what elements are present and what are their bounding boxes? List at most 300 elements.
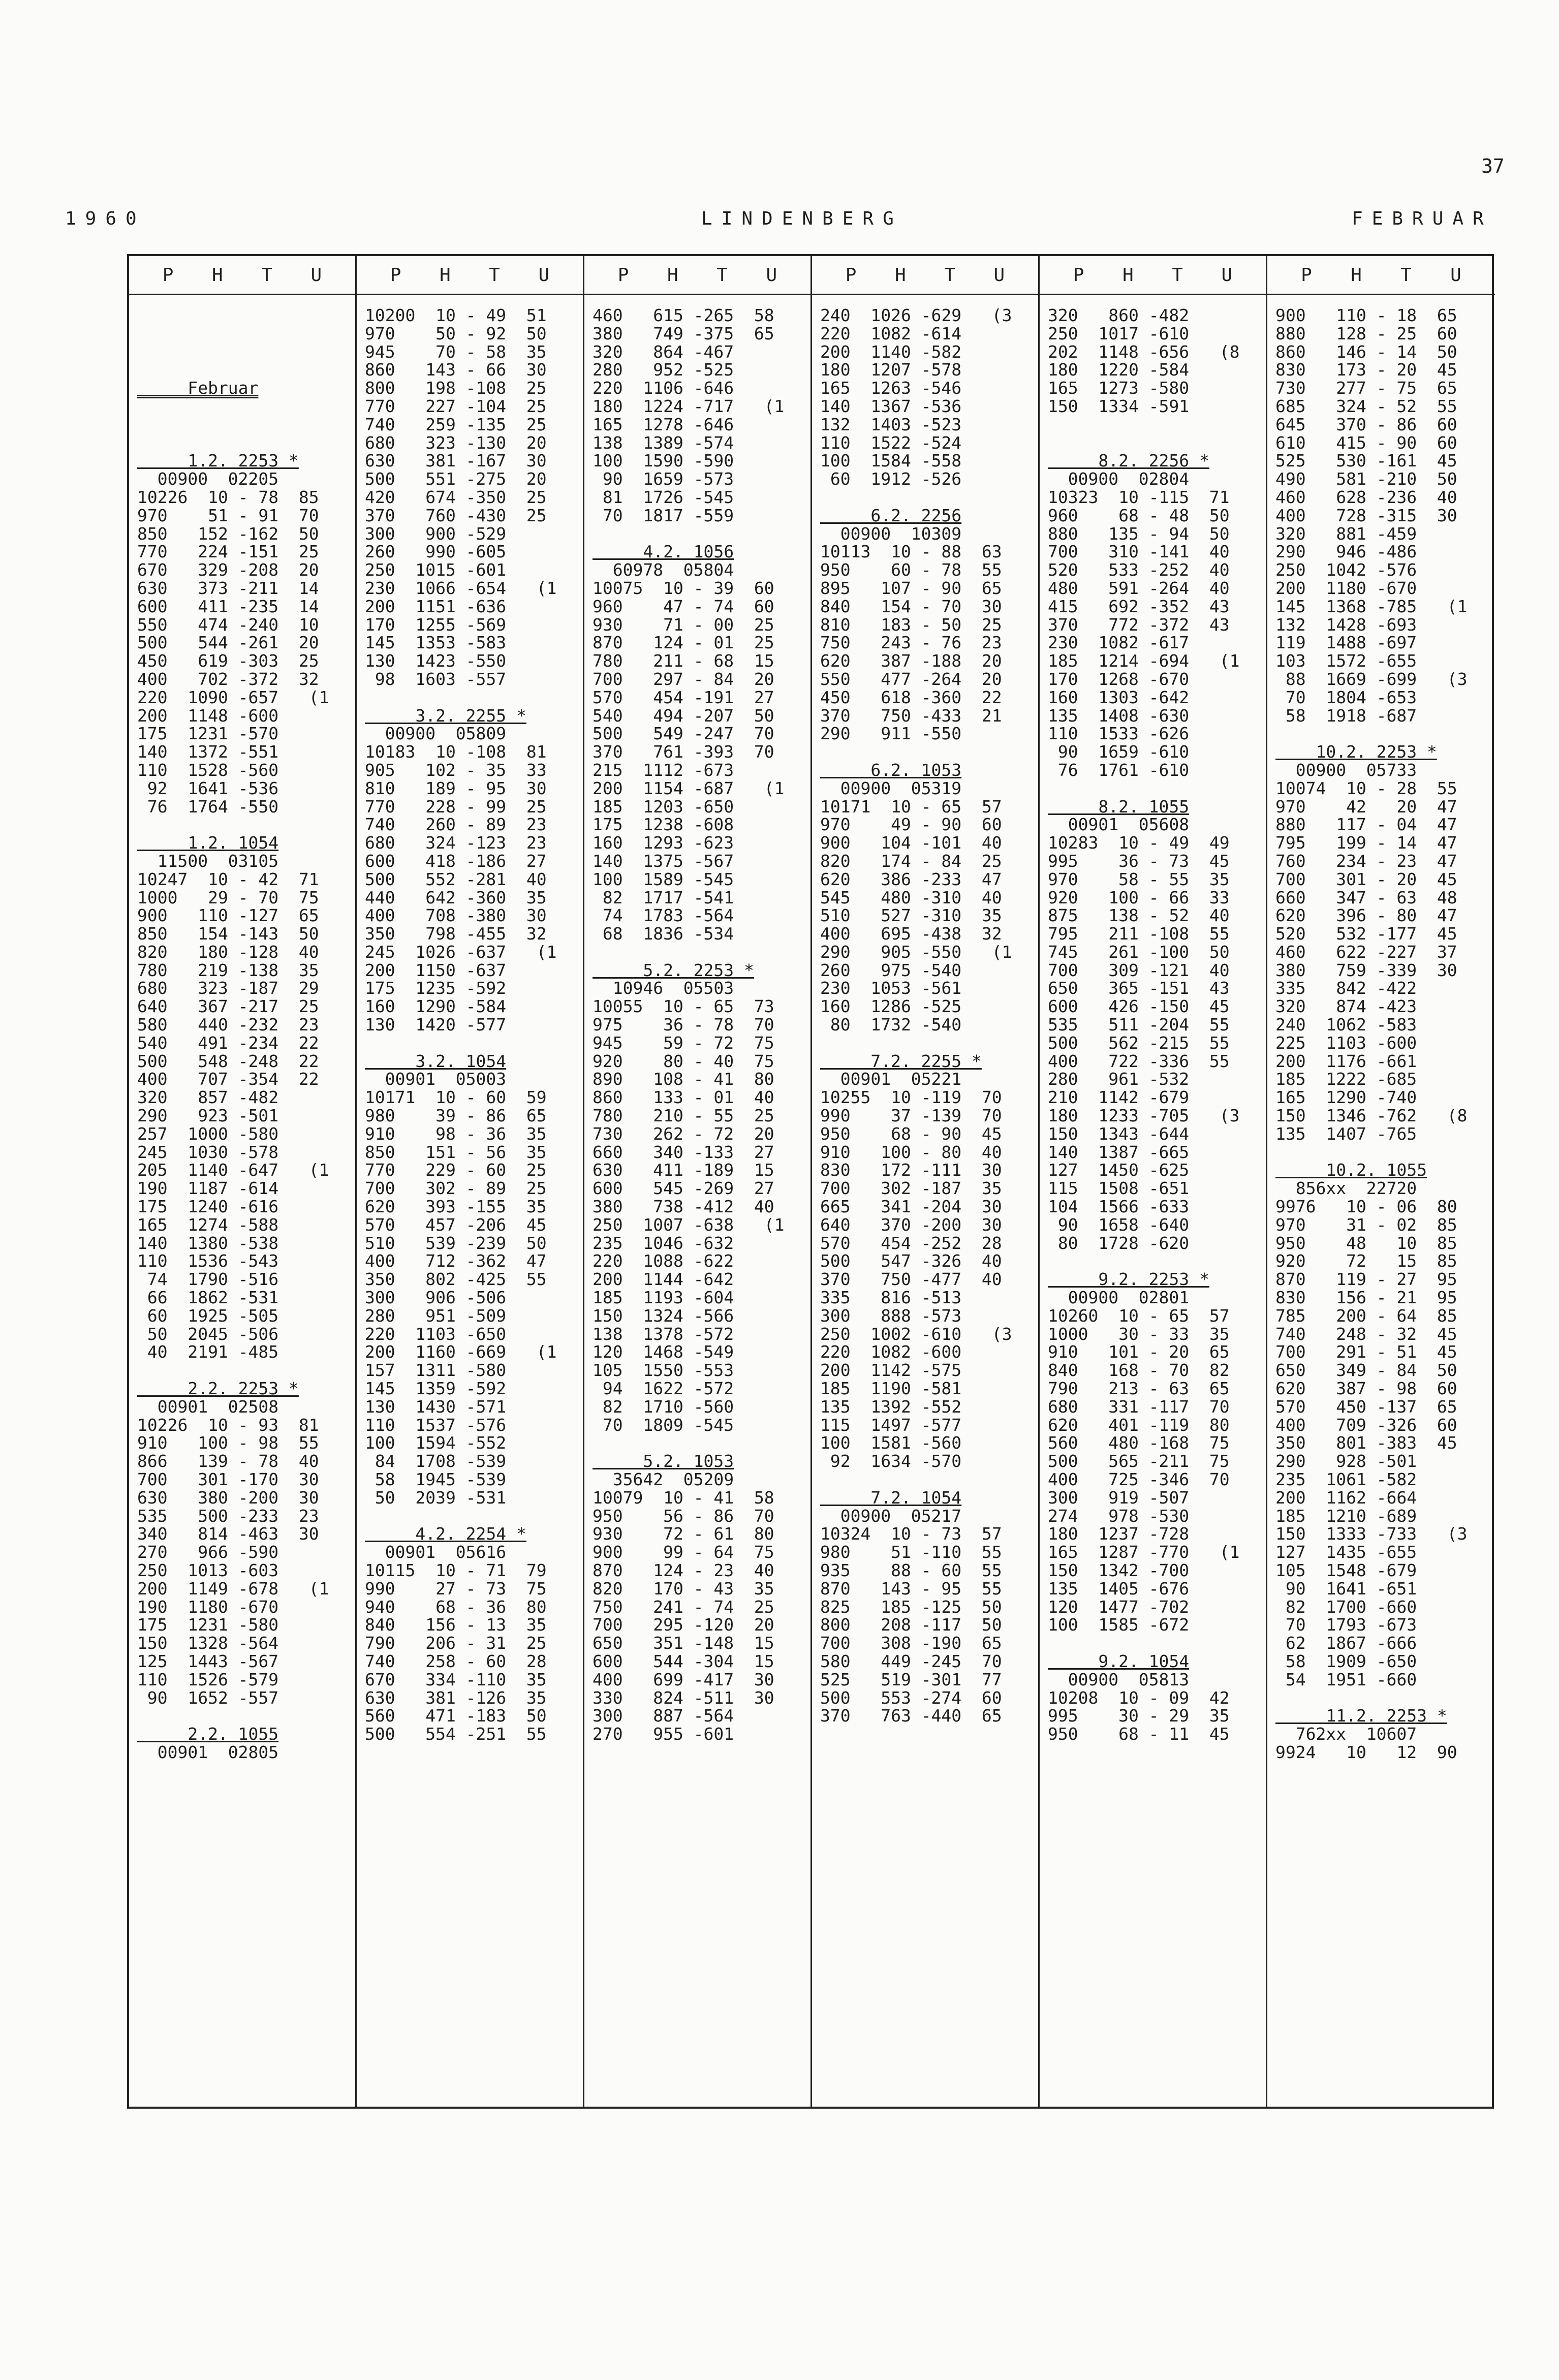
data-row: 160 1293 -623 xyxy=(593,833,734,853)
data-row: 550 477 -264 20 xyxy=(820,669,1002,689)
data-row: 800 208 -117 50 xyxy=(820,1615,1002,1635)
data-row: 320 857 -482 xyxy=(137,1087,279,1108)
data-row: 525 530 -161 45 xyxy=(1275,451,1457,471)
data-row: 920 80 - 40 75 xyxy=(593,1051,774,1071)
data-row: 10247 10 - 42 71 xyxy=(137,869,319,889)
data-row: 875 138 - 52 40 xyxy=(1048,905,1230,926)
data-row: 132 1403 -523 xyxy=(820,414,962,434)
data-row: 200 1150 -637 xyxy=(365,960,507,980)
data-row: 270 955 -601 xyxy=(593,1724,734,1744)
data-row: 140 1375 -567 xyxy=(593,851,734,871)
data-row: 115 1508 -651 xyxy=(1048,1178,1190,1199)
data-row: 300 919 -507 xyxy=(1048,1487,1190,1508)
table-column-1 xyxy=(129,256,357,2107)
data-row: 1000 29 - 70 75 xyxy=(137,887,319,907)
data-row: 180 1224 -717 (1 xyxy=(593,396,785,416)
sounding-heading: 8.2. 1055 xyxy=(1048,796,1190,817)
sounding-heading: 7.2. 2255 * xyxy=(820,1051,982,1071)
data-row: 00901 05221 xyxy=(820,1069,962,1089)
data-row: 00900 05809 xyxy=(365,724,507,744)
data-row: 610 415 - 90 60 xyxy=(1275,432,1457,453)
data-row: 300 888 -573 xyxy=(820,1305,962,1326)
data-row: 975 36 - 78 70 xyxy=(593,1015,774,1035)
data-row: 600 411 -235 14 xyxy=(137,596,319,616)
data-row: 995 36 - 73 45 xyxy=(1048,851,1230,871)
column-header-label: U xyxy=(310,264,322,286)
data-row: 460 615 -265 58 xyxy=(593,305,774,325)
data-row: 10208 10 - 09 42 xyxy=(1048,1687,1230,1708)
data-row: 700 297 - 84 20 xyxy=(593,669,774,689)
data-row: 830 156 - 21 95 xyxy=(1275,1288,1457,1308)
data-row: 165 1274 -588 xyxy=(137,1214,279,1235)
data-row: 415 692 -352 43 xyxy=(1048,596,1230,616)
data-row: 545 480 -310 40 xyxy=(820,887,1002,907)
data-row: 10075 10 - 39 60 xyxy=(593,578,774,598)
data-row: 103 1572 -655 xyxy=(1275,651,1417,671)
table-column-4 xyxy=(812,256,1040,2107)
data-row: 660 347 - 63 48 xyxy=(1275,887,1457,907)
header-month: FEBRUAR xyxy=(1352,208,1493,229)
data-row: 150 1342 -700 xyxy=(1048,1560,1190,1580)
data-row: 80 1728 -620 xyxy=(1048,1233,1190,1253)
sounding-heading: 9.2. 2253 * xyxy=(1048,1269,1209,1290)
column-header-label: T xyxy=(1172,264,1183,286)
data-row: 1000 30 - 33 35 xyxy=(1048,1324,1230,1344)
data-row: 640 367 -217 25 xyxy=(137,996,319,1017)
data-row: 770 224 -151 25 xyxy=(137,542,319,562)
data-row: 860 146 - 14 50 xyxy=(1275,341,1457,362)
data-row: 200 1176 -661 xyxy=(1275,1051,1417,1071)
data-row: 950 48 10 85 xyxy=(1275,1233,1457,1253)
data-row: 200 1149 -678 (1 xyxy=(137,1578,329,1599)
data-row: 380 738 -412 40 xyxy=(593,1197,774,1217)
data-row: 920 100 - 66 33 xyxy=(1048,887,1230,907)
data-row: 70 1817 -559 xyxy=(593,505,734,525)
data-row: 110 1537 -576 xyxy=(365,1415,507,1435)
data-row: 210 1142 -679 xyxy=(1048,1087,1190,1108)
data-row: 350 801 -383 45 xyxy=(1275,1433,1457,1453)
data-row: 525 519 -301 77 xyxy=(820,1669,1002,1689)
data-row: 350 802 -425 55 xyxy=(365,1269,547,1290)
data-row: 320 874 -423 xyxy=(1275,996,1417,1017)
data-row: 54 1951 -660 xyxy=(1275,1669,1417,1689)
data-row: 160 1286 -525 xyxy=(820,996,962,1017)
data-row: 620 387 -188 20 xyxy=(820,651,1002,671)
data-row: 910 100 - 98 55 xyxy=(137,1433,319,1453)
column-header-label: P xyxy=(1073,264,1084,286)
data-row: 220 1082 -614 xyxy=(820,323,962,343)
data-row: 230 1082 -617 xyxy=(1048,633,1190,653)
data-row xyxy=(820,1470,1033,1489)
data-row: 175 1240 -616 xyxy=(137,1197,279,1217)
data-row: 00900 02205 xyxy=(137,469,279,489)
data-row: 290 923 -501 xyxy=(137,1106,279,1126)
data-row: 150 1346 -762 (8 xyxy=(1275,1106,1468,1126)
column-header xyxy=(584,256,810,295)
data-row: 230 1053 -561 xyxy=(820,978,962,998)
data-row: 205 1140 -647 (1 xyxy=(137,1160,329,1180)
data-row: 950 68 - 11 45 xyxy=(1048,1724,1230,1744)
data-row xyxy=(1048,434,1261,452)
sounding-heading: 5.2. 2253 * xyxy=(593,960,754,980)
data-row: 135 1407 -765 xyxy=(1275,1123,1417,1144)
data-row: 945 59 - 72 75 xyxy=(593,1032,774,1053)
data-row: 856xx 22720 xyxy=(1275,1178,1417,1199)
data-row xyxy=(137,416,350,434)
data-row: 175 1231 -580 xyxy=(137,1615,279,1635)
data-row: 790 213 - 63 65 xyxy=(1048,1379,1230,1399)
data-row xyxy=(1048,1252,1261,1270)
data-row: 150 1324 -566 xyxy=(593,1305,734,1326)
data-row: 110 1528 -560 xyxy=(137,760,279,780)
data-row: 280 961 -532 xyxy=(1048,1069,1190,1089)
data-row: 110 1522 -524 xyxy=(820,432,962,453)
data-row: 340 814 -463 30 xyxy=(137,1524,319,1544)
data-row: 795 211 -108 55 xyxy=(1048,924,1230,944)
column-header xyxy=(1040,256,1266,295)
data-row xyxy=(593,1434,805,1452)
sounding-heading: 9.2. 1054 xyxy=(1048,1651,1190,1671)
data-row: 245 1026 -637 (1 xyxy=(365,942,557,962)
data-row: 88 1669 -699 (3 xyxy=(1275,669,1468,689)
data-row: 170 1255 -569 xyxy=(365,614,507,635)
data-row xyxy=(820,1034,1033,1052)
data-row: 230 1066 -654 (1 xyxy=(365,578,557,598)
data-row: 500 551 -275 20 xyxy=(365,469,547,489)
data-row: 770 228 - 99 25 xyxy=(365,796,547,817)
data-row: 680 323 -130 20 xyxy=(365,432,547,453)
data-row: 500 562 -215 55 xyxy=(1048,1032,1230,1053)
data-row xyxy=(137,397,350,416)
table-column-5 xyxy=(1040,256,1267,2107)
data-row: 280 952 -525 xyxy=(593,360,734,380)
data-row: 185 1203 -650 xyxy=(593,796,734,817)
data-row: 165 1263 -546 xyxy=(820,378,962,398)
data-row: 240 1026 -629 (3 xyxy=(820,305,1012,325)
data-row: 70 1793 -673 xyxy=(1275,1615,1417,1635)
data-row: 600 545 -269 27 xyxy=(593,1178,774,1199)
data-row: 870 143 - 95 55 xyxy=(820,1578,1002,1599)
data-row: 140 1380 -538 xyxy=(137,1233,279,1253)
data-row: 10171 10 - 60 59 xyxy=(365,1087,547,1108)
column-body xyxy=(1267,295,1495,1762)
data-row: 850 151 - 56 35 xyxy=(365,1142,547,1162)
data-row: 760 234 - 23 47 xyxy=(1275,851,1457,871)
data-row: 850 154 -143 50 xyxy=(137,924,319,944)
data-row: 780 219 -138 35 xyxy=(137,960,319,980)
data-row: 580 440 -232 23 xyxy=(137,1015,319,1035)
data-row: 330 824 -511 30 xyxy=(593,1687,774,1708)
data-row xyxy=(1275,1143,1490,1162)
data-row: 00901 05616 xyxy=(365,1542,507,1562)
data-row: 92 1641 -536 xyxy=(137,778,279,798)
data-row: 290 928 -501 xyxy=(1275,1451,1417,1471)
data-row: 350 798 -455 32 xyxy=(365,924,547,944)
data-row: 740 248 - 32 45 xyxy=(1275,1324,1457,1344)
data-row: 98 1603 -557 xyxy=(365,669,507,689)
data-row: 82 1717 -541 xyxy=(593,887,734,907)
data-row: 127 1435 -655 xyxy=(1275,1542,1417,1562)
data-row: 370 750 -433 21 xyxy=(820,705,1002,726)
data-row: 380 759 -339 30 xyxy=(1275,960,1457,980)
data-row: 960 68 - 48 50 xyxy=(1048,505,1230,525)
data-row: 860 143 - 66 30 xyxy=(365,360,547,380)
data-row: 105 1550 -553 xyxy=(593,1360,734,1381)
sounding-heading: 11.2. 2253 * xyxy=(1275,1706,1447,1726)
data-row: 500 547 -326 40 xyxy=(820,1251,1002,1271)
data-row: 970 49 - 90 60 xyxy=(820,815,1002,835)
data-row: 970 31 - 02 85 xyxy=(1275,1214,1457,1235)
column-header-label: U xyxy=(1450,264,1461,286)
data-row: 50 2045 -506 xyxy=(137,1324,279,1344)
data-row: 175 1231 -570 xyxy=(137,724,279,744)
data-row: 640 370 -200 30 xyxy=(820,1214,1002,1235)
data-row: 860 133 - 01 40 xyxy=(593,1087,774,1108)
data-row: 10115 10 - 71 79 xyxy=(365,1560,547,1580)
data-row: 90 1652 -557 xyxy=(137,1687,279,1708)
column-header xyxy=(812,256,1038,295)
data-row: 500 548 -248 22 xyxy=(137,1051,319,1071)
data-row: 150 1333 -733 (3 xyxy=(1275,1524,1468,1544)
data-row: 90 1659 -573 xyxy=(593,469,734,489)
data-row: 10324 10 - 73 57 xyxy=(820,1524,1002,1544)
sounding-heading: 6.2. 2256 xyxy=(820,505,962,525)
data-row: 950 56 - 86 70 xyxy=(593,1506,774,1526)
data-row: 10079 10 - 41 58 xyxy=(593,1487,774,1508)
data-row: 620 386 -233 47 xyxy=(820,869,1002,889)
column-header-label: U xyxy=(993,264,1005,286)
data-row: 370 761 -393 70 xyxy=(593,742,774,762)
column-header-label: H xyxy=(440,264,451,286)
data-row xyxy=(820,743,1033,761)
data-row: 290 911 -550 xyxy=(820,724,962,744)
data-row: 58 1909 -650 xyxy=(1275,1651,1417,1671)
data-row: 127 1450 -625 xyxy=(1048,1160,1190,1180)
data-row: 370 772 -372 43 xyxy=(1048,614,1230,635)
data-row: 140 1367 -536 xyxy=(820,396,962,416)
data-row: 320 881 -459 xyxy=(1275,523,1417,544)
data-row: 250 1002 -610 (3 xyxy=(820,1324,1012,1344)
data-row: 750 241 - 74 25 xyxy=(593,1596,774,1617)
data-row: 780 210 - 55 25 xyxy=(593,1106,774,1126)
data-row: 400 707 -354 22 xyxy=(137,1069,319,1089)
column-header-label: U xyxy=(538,264,550,286)
data-row: 180 1237 -728 xyxy=(1048,1524,1190,1544)
data-row: 680 324 -123 23 xyxy=(365,833,547,853)
data-row: 460 628 -236 40 xyxy=(1275,487,1457,507)
data-row: 700 295 -120 20 xyxy=(593,1615,774,1635)
data-row: 157 1311 -580 xyxy=(365,1360,507,1381)
data-row: 10055 10 - 65 73 xyxy=(593,996,774,1017)
data-row: 700 302 - 89 25 xyxy=(365,1178,547,1199)
sounding-heading: 1.2. 1054 xyxy=(137,833,279,853)
data-row: 840 156 - 13 35 xyxy=(365,1615,547,1635)
data-row: 762xx 10607 xyxy=(1275,1724,1417,1744)
data-row: 135 1392 -552 xyxy=(820,1396,962,1417)
sounding-table xyxy=(127,254,1494,2109)
data-row: 300 887 -564 xyxy=(593,1706,734,1726)
sounding-heading: 2.2. 1055 xyxy=(137,1724,279,1744)
data-row: 200 1140 -582 xyxy=(820,341,962,362)
data-row: 90 1659 -610 xyxy=(1048,742,1190,762)
sounding-heading: 1.2. 2253 * xyxy=(137,451,299,471)
data-row: 945 70 - 58 35 xyxy=(365,341,547,362)
data-row: 40 2191 -485 xyxy=(137,1342,279,1362)
column-header-label: U xyxy=(766,264,777,286)
data-row: 10323 10 -115 71 xyxy=(1048,487,1230,507)
data-row: 170 1268 -670 xyxy=(1048,669,1190,689)
data-row xyxy=(1048,779,1261,798)
data-row: 58 1918 -687 xyxy=(1275,705,1417,726)
data-row: 50 2039 -531 xyxy=(365,1487,507,1508)
data-row: 62 1867 -666 xyxy=(1275,1633,1417,1653)
data-row: 100 1581 -560 xyxy=(820,1433,962,1453)
data-row: 450 618 -360 22 xyxy=(820,687,1002,707)
data-row: 202 1148 -656 (8 xyxy=(1048,341,1240,362)
data-row: 9924 10 12 90 xyxy=(1275,1742,1457,1762)
data-row: 150 1334 -591 xyxy=(1048,396,1190,416)
data-row: 740 260 - 89 23 xyxy=(365,815,547,835)
data-row: 00900 05319 xyxy=(820,778,962,798)
data-row: 90 1641 -651 xyxy=(1275,1578,1417,1599)
data-row: 910 100 - 80 40 xyxy=(820,1142,1002,1162)
data-row: 110 1536 -543 xyxy=(137,1251,279,1271)
data-row: 665 341 -204 30 xyxy=(820,1197,1002,1217)
data-row: 175 1235 -592 xyxy=(365,978,507,998)
data-row: 165 1287 -770 (1 xyxy=(1048,1542,1240,1562)
data-row: 235 1046 -632 xyxy=(593,1233,734,1253)
data-row: 630 381 -167 30 xyxy=(365,451,547,471)
data-row: 110 1526 -579 xyxy=(137,1669,279,1689)
data-row: 995 30 - 29 35 xyxy=(1048,1706,1230,1726)
data-row: 200 1142 -575 xyxy=(820,1360,962,1381)
data-row: 785 200 - 64 85 xyxy=(1275,1305,1457,1326)
data-row: 76 1761 -610 xyxy=(1048,760,1190,780)
data-row: 520 533 -252 40 xyxy=(1048,560,1230,580)
data-row: 745 261 -100 50 xyxy=(1048,942,1230,962)
data-row: 620 393 -155 35 xyxy=(365,1197,547,1217)
data-row: 645 370 - 86 60 xyxy=(1275,414,1457,434)
table-column-6 xyxy=(1267,256,1495,2107)
data-row: 950 60 - 78 55 xyxy=(820,560,1002,580)
data-row: 570 450 -137 65 xyxy=(1275,1396,1457,1417)
data-row: 370 760 -430 25 xyxy=(365,505,547,525)
data-row: 930 72 - 61 80 xyxy=(593,1524,774,1544)
data-row: 10113 10 - 88 63 xyxy=(820,542,1002,562)
data-row: 650 349 - 84 50 xyxy=(1275,1360,1457,1381)
data-row: 70 1809 -545 xyxy=(593,1415,734,1435)
data-row: 370 750 -477 40 xyxy=(820,1269,1002,1290)
column-header-label: H xyxy=(895,264,906,286)
data-row xyxy=(820,488,1033,507)
data-row: 870 124 - 01 25 xyxy=(593,633,774,653)
data-row: 125 1443 -567 xyxy=(137,1651,279,1671)
data-row: 58 1945 -539 xyxy=(365,1469,507,1489)
data-row: 100 1589 -545 xyxy=(593,869,734,889)
data-row: 220 1103 -650 xyxy=(365,1324,507,1344)
data-row: 00900 02804 xyxy=(1048,469,1190,489)
data-row: 900 110 - 18 65 xyxy=(1275,305,1457,325)
data-row: 9976 10 - 06 80 xyxy=(1275,1197,1457,1217)
data-row: 260 975 -540 xyxy=(820,960,962,980)
data-row xyxy=(137,434,350,452)
data-row: 870 119 - 27 95 xyxy=(1275,1269,1457,1290)
data-row: 225 1103 -600 xyxy=(1275,1032,1417,1053)
data-row: 980 39 - 86 65 xyxy=(365,1106,547,1126)
sounding-heading: 3.2. 2255 * xyxy=(365,705,526,726)
data-row: 245 1030 -578 xyxy=(137,1142,279,1162)
data-row: 11500 03105 xyxy=(137,851,279,871)
data-row: 185 1190 -581 xyxy=(820,1379,962,1399)
data-row: 60978 05804 xyxy=(593,560,734,580)
data-row: 820 170 - 43 35 xyxy=(593,1578,774,1599)
data-row: 135 1408 -630 xyxy=(1048,705,1190,726)
sounding-heading: 4.2. 1056 xyxy=(593,542,734,562)
sounding-heading: 10.2. 2253 * xyxy=(1275,742,1437,762)
data-row: 830 173 - 20 45 xyxy=(1275,360,1457,380)
data-row: 300 900 -529 xyxy=(365,523,507,544)
data-row xyxy=(137,361,350,379)
data-row: 910 98 - 36 35 xyxy=(365,1123,547,1144)
data-row: 620 396 - 80 47 xyxy=(1275,905,1457,926)
data-row: 600 544 -304 15 xyxy=(593,1651,774,1671)
data-row: 220 1088 -622 xyxy=(593,1251,734,1271)
column-body xyxy=(357,295,583,1743)
data-row: 200 1144 -642 xyxy=(593,1269,734,1290)
data-row: 257 1000 -580 xyxy=(137,1123,279,1144)
data-row: 600 426 -150 45 xyxy=(1048,996,1230,1017)
page-number: 37 xyxy=(1481,155,1505,177)
data-row: 500 549 -247 70 xyxy=(593,724,774,744)
data-row: 750 243 - 76 23 xyxy=(820,633,1002,653)
data-row: 138 1389 -574 xyxy=(593,432,734,453)
data-row: 104 1566 -633 xyxy=(1048,1197,1190,1217)
data-row: 00900 10309 xyxy=(820,523,962,544)
data-row: 320 864 -467 xyxy=(593,341,734,362)
data-row xyxy=(365,1034,578,1052)
data-row: 120 1477 -702 xyxy=(1048,1596,1190,1617)
data-row: 870 124 - 23 40 xyxy=(593,1560,774,1580)
data-row: 92 1634 -570 xyxy=(820,1451,962,1471)
data-row: 880 117 - 04 47 xyxy=(1275,815,1457,835)
data-row: 290 946 -486 xyxy=(1275,542,1417,562)
data-row: 100 1585 -672 xyxy=(1048,1615,1190,1635)
data-row: 500 544 -261 20 xyxy=(137,633,319,653)
sounding-heading: 8.2. 2256 * xyxy=(1048,451,1209,471)
data-row: 185 1214 -694 (1 xyxy=(1048,651,1240,671)
data-row xyxy=(137,325,350,343)
data-row: 100 1590 -590 xyxy=(593,451,734,471)
data-row: 400 709 -326 60 xyxy=(1275,1415,1457,1435)
data-row: 00901 02508 xyxy=(137,1396,279,1417)
data-row: 60 1912 -526 xyxy=(820,469,962,489)
data-row: 74 1783 -564 xyxy=(593,905,734,926)
data-row: 810 189 - 95 30 xyxy=(365,778,547,798)
data-row: 650 365 -151 43 xyxy=(1048,978,1230,998)
data-row: 780 211 - 68 15 xyxy=(593,651,774,671)
data-row: 185 1210 -689 xyxy=(1275,1506,1417,1526)
header-year: 1960 xyxy=(65,208,146,229)
data-row: 940 68 - 36 80 xyxy=(365,1596,547,1617)
data-row: 260 990 -605 xyxy=(365,542,507,562)
data-row: 110 1533 -626 xyxy=(1048,724,1190,744)
data-row: 160 1290 -584 xyxy=(365,996,507,1017)
data-row: 250 1013 -603 xyxy=(137,1560,279,1580)
data-row: 10074 10 - 28 55 xyxy=(1275,778,1457,798)
data-row: 400 702 -372 32 xyxy=(137,669,319,689)
data-row: 00900 05733 xyxy=(1275,760,1417,780)
data-row: 135 1405 -676 xyxy=(1048,1578,1190,1599)
